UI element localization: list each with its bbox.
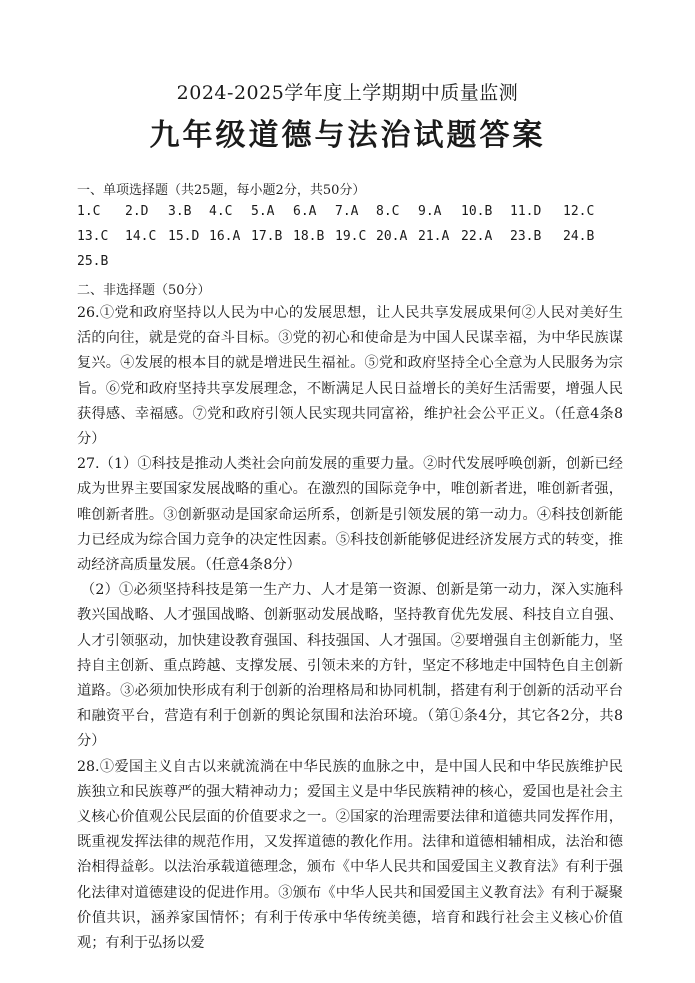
answer-item: 24.B [563, 229, 595, 244]
answer-item: 8.C [376, 204, 400, 219]
answer-item: 22.A [461, 229, 493, 244]
answer-item: 18.B [293, 229, 325, 244]
answer-paragraph-28: 28.①爱国主义自古以来就流淌在中华民族的血脉之中，是中国人民和中华民族维护民族独立和民族尊严的强大精神动力；爱国主义是中华民族精神的核心，爱国也是社会主义核心价值观公民层面的价值要求之一。②国家的治理需要法律和道德共同发挥作用，既重视发挥法律的规范作用，又发挥道德的教化作用。法律和道德相辅相成，法治和德治相得益彰。以法治承载道德理念，颁布《中华人民共和国爱国主义教育法》有利于强化法律对道德建设的促进作用。③颁布《中华人民共和国爱国主义教育法》有利于凝聚价值共识，涵养家国情怀；有利于传承中华传统美德，培育和践行社会主义核心价值观；有利于弘扬以爱 [77, 758, 623, 952]
answer-item: 10.B [461, 204, 493, 219]
answer-item: 7.A [335, 204, 359, 219]
answer-item: 16.A [209, 229, 241, 244]
answer-item: 19.C [335, 229, 367, 244]
answer-item: 2.D [125, 204, 149, 219]
answer-item: 14.C [125, 229, 157, 244]
section1-heading: 一、单项选择题（共25题，每小题2分，共50分） [77, 183, 366, 198]
answer-paragraph-27-1: 27.（1）①科技是推动人类社会向前发展的重要力量。②时代发展呼唤创新，创新已经成为世界主要国家发展战略的重心。在激烈的国际竞争中，唯创新者进，唯创新者强，唯创新者胜。③创新驱动是国家命运所系，创新是引领发展的第一动力。④科技创新能力已经成为综合国力竞争的决定性因素。⑤科技创新能够促进经济发展方式的转变，推动经济高质量发展。（任意4条8分） [77, 456, 623, 574]
answer-paragraph-26: 26.①党和政府坚持以人民为中心的发展思想，让人民共享发展成果何②人民对美好生活的向往，就是党的奋斗目标。③党的初心和使命是为中国人民谋幸福，为中华民族谋复兴。④发展的根本目的就是增进民生福祉。⑤党和政府坚持全心全意为人民服务为宗旨。⑥党和政府坚持共享发展理念，不断满足人民日益增长的美好生活需要，增强人民获得感、幸福感。⑦党和政府引领人民实现共同富裕，维护社会公平正义。（任意4条8分） [77, 305, 623, 448]
answer-item: 4.C [209, 204, 233, 219]
answer-item: 5.A [251, 204, 275, 219]
answer-item: 9.A [418, 204, 442, 219]
answer-item: 3.B [168, 204, 192, 219]
section2-body [77, 301, 623, 956]
answer-paragraph-27-2: （2）①必须坚持科技是第一生产力、人才是第一资源、创新是第一动力，深入实施科教兴国战略、人才强国战略、创新驱动发展战略，坚持教育优先发展、科技自立自强、人才引领驱动，加快建设教育强国、科技强国、人才强国。②要增强自主创新能力，坚持自主创新、重点跨越、支撑发展、引领未来的方针，坚定不移地走中国特色自主创新道路。③必须加快形成有利于创新的治理格局和协同机制，搭建有利于创新的活动平台和融资平台，营造有利于创新的舆论氛围和法治环境。（第①条4分，其它各2分，共8分） [77, 582, 623, 750]
answer-item: 25.B [77, 254, 109, 269]
answer-item: 17.B [251, 229, 283, 244]
answer-item: 20.A [376, 229, 408, 244]
answer-item: 23.B [510, 229, 542, 244]
answer-item: 12.C [563, 204, 595, 219]
section2-heading: 二、非选择题（50分） [77, 283, 211, 298]
exam-title: 九年级道德与法治试题答案 [149, 118, 546, 153]
answer-item: 21.A [418, 229, 450, 244]
answer-item: 6.A [293, 204, 317, 219]
answer-item: 15.D [168, 229, 200, 244]
answer-item: 1.C [77, 204, 101, 219]
exam-subtitle: 2024-2025学年度上学期期中质量监测 [176, 82, 519, 104]
answer-item: 11.D [510, 204, 542, 219]
answer-item: 13.C [77, 229, 109, 244]
